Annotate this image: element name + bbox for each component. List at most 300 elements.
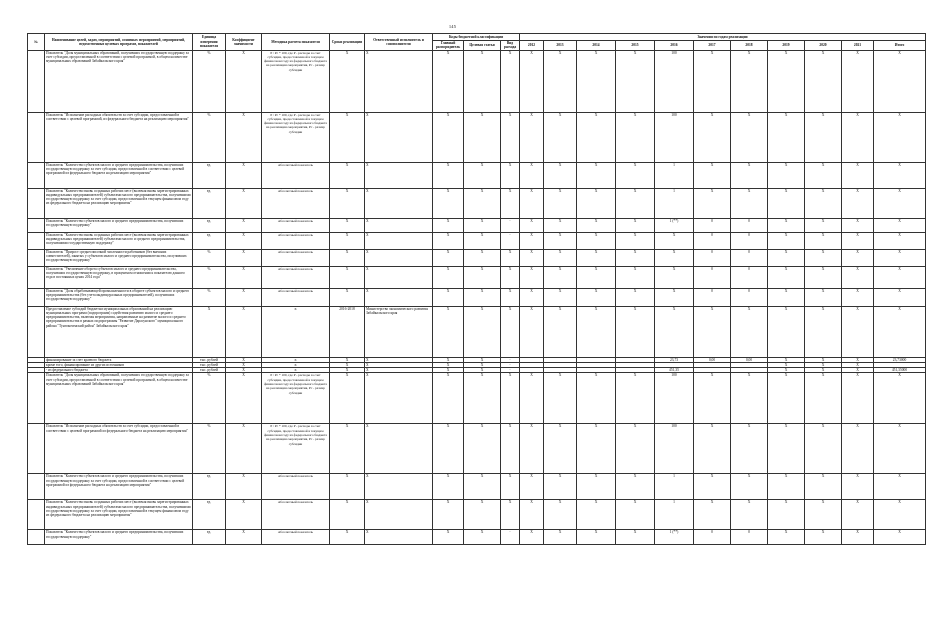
cell-executor: X xyxy=(365,500,433,530)
table-row xyxy=(28,266,926,288)
cell-vr: X xyxy=(501,306,520,357)
cell-year-value: X xyxy=(768,162,805,188)
cell-vr: X xyxy=(501,373,520,424)
cell-term: 2016-2018 xyxy=(330,306,365,357)
cell-year-value: X xyxy=(768,218,805,232)
cell-year-value: X xyxy=(731,424,768,474)
cell-year-value: X xyxy=(655,266,694,288)
cell-name: финансирование за счет краевого бюджета xyxy=(45,357,193,362)
cell-year-value: X xyxy=(544,249,577,266)
table-row xyxy=(28,424,926,474)
cell-unit: % xyxy=(193,249,226,266)
cell-cs: X xyxy=(464,362,501,367)
year-header: 2012 xyxy=(520,41,544,51)
cell-gr: X xyxy=(433,306,464,357)
cell-year-value: X xyxy=(577,288,616,306)
cell-vr: - xyxy=(501,232,520,249)
cell-name: Показатель "Количество субъектов малого и среднего предпринимательства, получивших государственную поддержку" xyxy=(45,218,193,232)
cell-executor: X xyxy=(365,266,433,288)
cell-year-value: X xyxy=(805,112,842,162)
table-row xyxy=(28,373,926,424)
cell-year-value: X xyxy=(731,50,768,112)
cell-coef: X xyxy=(226,474,262,500)
cell-term: X xyxy=(330,357,365,362)
cell-gr: X xyxy=(433,249,464,266)
cell-name: кроме того, финансирование из других источников xyxy=(45,362,193,367)
cell-gr: X xyxy=(433,474,464,500)
cell-term: X xyxy=(330,474,365,500)
cell-year-value: X xyxy=(577,424,616,474)
cell-method: Абсолютный показатель xyxy=(262,232,330,249)
cell-year-value: X xyxy=(768,530,805,545)
cell-year-value: X xyxy=(842,373,874,424)
cell-term: X xyxy=(330,530,365,545)
cell-executor: X xyxy=(365,218,433,232)
cell-year-value: X xyxy=(842,266,874,288)
cell-year-value: X xyxy=(577,306,616,357)
year-header: 2015 xyxy=(616,41,655,51)
cell-year-value: X xyxy=(694,474,731,500)
cell-name: Показатель "Увеличение оборота субъектов малого и среднего предпринимательства, получивших государственную поддержку, в процентном отношении к показателю данного года в постоянных ценах 2014 года" xyxy=(45,266,193,288)
cell-year-value: X xyxy=(731,188,768,218)
page-number: 145 xyxy=(448,24,457,29)
cell-year-value: X xyxy=(544,112,577,162)
cell-year-value: X xyxy=(577,249,616,266)
cell-year-value: X xyxy=(544,500,577,530)
cell-coef: X xyxy=(226,218,262,232)
table-row xyxy=(28,218,926,232)
cell-year-value: 23,73 xyxy=(655,357,694,362)
cell-year-value: 1 xyxy=(655,188,694,218)
table-row xyxy=(28,530,926,545)
cell-year-value: 23,73000 xyxy=(874,357,926,362)
cell-coef: X xyxy=(226,50,262,112)
table-row xyxy=(28,500,926,530)
cell-year-value: X xyxy=(768,266,805,288)
cell-no xyxy=(28,232,45,249)
header-row-top xyxy=(28,34,926,41)
cell-year-value: X xyxy=(520,424,544,474)
cell-cs: X xyxy=(464,357,501,362)
cell-gr: X xyxy=(433,288,464,306)
cell-year-value: X xyxy=(768,112,805,162)
cell-year-value: X xyxy=(694,50,731,112)
cell-executor: X xyxy=(365,188,433,218)
col-term-header: Сроки реализации xyxy=(330,34,365,51)
col-coef-header: Коэффициент значимости xyxy=(226,34,262,51)
cell-year-value: 0 xyxy=(694,249,731,266)
cell-gr: X xyxy=(433,500,464,530)
cell-name: Показатель "Доля муниципальных образований, получивших государственную поддержку за счет субсидии, предоставленной в соответствии с целевой программой, в общем количестве муниципальных образований Забайкальского края" xyxy=(45,50,193,112)
cell-unit: % xyxy=(193,112,226,162)
cell-year-value: X xyxy=(544,373,577,424)
cell-year-value: X xyxy=(544,162,577,188)
cell-year-value: X xyxy=(768,362,805,367)
cell-no xyxy=(28,188,45,218)
cell-year-value: X xyxy=(842,357,874,362)
cell-year-value: X xyxy=(874,306,926,357)
cell-unit: тыс. рублей xyxy=(193,368,226,373)
year-header: 2016 xyxy=(655,41,694,51)
cell-year-value: X xyxy=(805,232,842,249)
year-header: 2013 xyxy=(544,41,577,51)
cell-year-value: X xyxy=(805,530,842,545)
cell-term: X xyxy=(330,288,365,306)
cell-year-value: X xyxy=(544,232,577,249)
cell-year-value: X xyxy=(731,500,768,530)
table-row xyxy=(28,474,926,500)
table-row xyxy=(28,162,926,188)
cell-year-value: X xyxy=(768,232,805,249)
cell-year-value: 0,00 xyxy=(694,357,731,362)
cell-year-value: X xyxy=(577,188,616,218)
cell-term: X xyxy=(330,232,365,249)
cell-year-value: X xyxy=(842,249,874,266)
cell-year-value: X xyxy=(520,266,544,288)
cell-unit: ед. xyxy=(193,162,226,188)
cell-year-value: X xyxy=(577,218,616,232)
cell-year-value: X xyxy=(805,357,842,362)
year-header: 2018 xyxy=(731,41,768,51)
cell-year-value: X xyxy=(842,530,874,545)
cell-name: Показатель "Прирост среднесписочной численности работников (без внешних совместителей), занятых у субъектов малого и среднего предпринимательства, получивших государственную поддержку" xyxy=(45,249,193,266)
cell-year-value: 451,35 xyxy=(655,368,694,373)
year-header: 2019 xyxy=(768,41,805,51)
cell-year-value: X xyxy=(694,424,731,474)
cell-year-value: X xyxy=(842,362,874,367)
table-body xyxy=(28,50,926,545)
cell-method: P / Pc * 100, где P - расходы за счет субсидии, предоставленной в текущем финансовом году из федерального бюджета на реализацию мероприятия, Pc - размер субсидии xyxy=(262,112,330,162)
cell-vr: X xyxy=(501,249,520,266)
cell-year-value: X xyxy=(842,162,874,188)
cell-coef: X xyxy=(226,530,262,545)
cell-year-value: X xyxy=(768,288,805,306)
cell-vr: X xyxy=(501,162,520,188)
col-values-header: Значения по годам реализации xyxy=(520,34,926,41)
cell-unit: % xyxy=(193,50,226,112)
cell-cs: X xyxy=(464,188,501,218)
cell-year-value: X xyxy=(874,288,926,306)
cell-executor: X xyxy=(365,162,433,188)
cell-year-value: X xyxy=(805,288,842,306)
cell-year-value: X xyxy=(874,232,926,249)
cell-vr: - xyxy=(501,530,520,545)
cell-unit: X xyxy=(193,306,226,357)
col-kbk-header: Коды бюджетной классификации xyxy=(433,34,520,41)
cell-cs: X xyxy=(464,530,501,545)
cell-coef: X xyxy=(226,357,262,362)
cell-year-value: X xyxy=(842,188,874,218)
cell-no xyxy=(28,249,45,266)
cell-executor: X xyxy=(365,288,433,306)
cell-year-value: X xyxy=(616,288,655,306)
cell-year-value: X xyxy=(768,368,805,373)
cell-method: X xyxy=(262,368,330,373)
cell-year-value: X xyxy=(616,500,655,530)
cell-gr: X xyxy=(433,373,464,424)
cell-no xyxy=(28,424,45,474)
cell-cs: X xyxy=(464,288,501,306)
cell-year-value: X xyxy=(694,188,731,218)
cell-unit: ед. xyxy=(193,188,226,218)
cell-year-value: X xyxy=(842,500,874,530)
cell-cs: X xyxy=(464,368,501,373)
cell-year-value: X xyxy=(577,500,616,530)
cell-gr: X xyxy=(433,188,464,218)
col-executor-header: Ответственный исполнитель и соисполнители xyxy=(365,34,433,51)
cell-no xyxy=(28,474,45,500)
cell-coef: X xyxy=(226,306,262,357)
cell-vr: X xyxy=(501,266,520,288)
cell-year-value: X xyxy=(520,232,544,249)
cell-year-value: X xyxy=(655,249,694,266)
cell-cs: X xyxy=(464,218,501,232)
cell-no xyxy=(28,112,45,162)
cell-year-value: X xyxy=(842,288,874,306)
cell-year-value: X xyxy=(577,232,616,249)
cell-gr: X xyxy=(433,218,464,232)
cell-coef: X xyxy=(226,362,262,367)
cell-year-value: X xyxy=(731,373,768,424)
cell-year-value: X xyxy=(874,162,926,188)
cell-year-value: X xyxy=(616,424,655,474)
cell-year-value: 0 xyxy=(731,232,768,249)
cell-year-value: 0 xyxy=(731,218,768,232)
cell-unit: тыс. рублей xyxy=(193,357,226,362)
cell-unit: ед. xyxy=(193,218,226,232)
cell-year-value: 1 xyxy=(655,500,694,530)
cell-year-value: X xyxy=(768,424,805,474)
cell-method: X xyxy=(262,306,330,357)
cell-year-value: X xyxy=(544,188,577,218)
cell-method: Абсолютный показатель xyxy=(262,288,330,306)
cell-term: X xyxy=(330,249,365,266)
cell-year-value: 0,00 xyxy=(731,357,768,362)
cell-year-value: X xyxy=(768,357,805,362)
cell-coef: X xyxy=(226,266,262,288)
cell-year-value: X xyxy=(874,218,926,232)
cell-year-value: X xyxy=(805,218,842,232)
cell-year-value: X xyxy=(694,162,731,188)
cell-cs: X xyxy=(464,424,501,474)
table-row xyxy=(28,306,926,357)
table-row xyxy=(28,288,926,306)
cell-year-value: X xyxy=(842,50,874,112)
cell-term: X xyxy=(330,500,365,530)
cell-year-value: X xyxy=(616,474,655,500)
cell-year-value: X xyxy=(655,232,694,249)
cell-year-value: X xyxy=(520,500,544,530)
cell-method: X xyxy=(262,357,330,362)
cell-cs: X xyxy=(464,232,501,249)
cell-gr: X xyxy=(433,362,464,367)
cell-gr: X xyxy=(433,424,464,474)
cell-year-value: X xyxy=(805,50,842,112)
cell-year-value: X xyxy=(520,218,544,232)
cell-year-value: X xyxy=(805,368,842,373)
cell-year-value: X xyxy=(874,188,926,218)
cell-unit: ед. xyxy=(193,474,226,500)
cell-year-value: X xyxy=(520,306,544,357)
cell-year-value: X xyxy=(520,373,544,424)
cell-no xyxy=(28,266,45,288)
cell-name: Показатель "Количество вновь созданных рабочих мест (включая вновь зарегистрированных индивидуальных предпринимателей) субъектами малого предпринимательства, получившими государственную поддержку за счет субсидии, предоставленной в текущем финансовом году из федерального бюджета на реализацию мероприятия" xyxy=(45,500,193,530)
cell-term: X xyxy=(330,368,365,373)
cell-year-value: X xyxy=(616,373,655,424)
cell-unit: % xyxy=(193,424,226,474)
table-row xyxy=(28,188,926,218)
cell-vr: X xyxy=(501,474,520,500)
cell-name: Показатель "Количество субъектов малого и среднего предпринимательства, получивших государственную поддержку за счет субсидии, предоставленной в соответствии с целевой программой из федерального бюджета на реализацию мероприятия" xyxy=(45,474,193,500)
cell-executor: X xyxy=(365,50,433,112)
cell-year-value: X xyxy=(577,373,616,424)
cell-year-value: X xyxy=(520,288,544,306)
cell-year-value: X xyxy=(544,306,577,357)
cell-year-value: X xyxy=(616,188,655,218)
cell-year-value: X xyxy=(805,162,842,188)
cell-cs: X xyxy=(464,112,501,162)
cell-year-value: X xyxy=(768,474,805,500)
cell-method: Абсолютный показатель xyxy=(262,188,330,218)
cell-year-value: X xyxy=(520,249,544,266)
cell-method: P / Pc * 100, где P - расходы за счет субсидии, предоставленной в текущем финансовом году из федерального бюджета на реализацию мероприятия, Pc - размер субсидии xyxy=(262,424,330,474)
cell-year-value: X xyxy=(874,50,926,112)
cell-year-value: 100 xyxy=(655,112,694,162)
cell-year-value: X xyxy=(874,249,926,266)
cell-method: X xyxy=(262,362,330,367)
cell-coef: X xyxy=(226,368,262,373)
cell-year-value: X xyxy=(805,362,842,367)
cell-term: X xyxy=(330,50,365,112)
cell-cs: X xyxy=(464,306,501,357)
cell-year-value: X xyxy=(544,50,577,112)
cell-year-value: X xyxy=(731,474,768,500)
cell-vr: - xyxy=(501,218,520,232)
cell-year-value: X xyxy=(805,249,842,266)
cell-year-value: X xyxy=(616,112,655,162)
cell-gr: X xyxy=(433,112,464,162)
cell-executor: X xyxy=(365,249,433,266)
cell-executor: X xyxy=(365,357,433,362)
cell-coef: X xyxy=(226,424,262,474)
cell-no xyxy=(28,218,45,232)
cell-year-value: 0 xyxy=(694,266,731,288)
cell-method: Абсолютный показатель xyxy=(262,266,330,288)
cell-year-value: X xyxy=(577,112,616,162)
cell-vr: - xyxy=(501,357,520,362)
cell-year-value: 451,35000 xyxy=(874,368,926,373)
cell-gr: X xyxy=(433,162,464,188)
cell-year-value: X xyxy=(616,306,655,357)
cell-year-value: X xyxy=(694,500,731,530)
cell-vr: X xyxy=(501,112,520,162)
kbk-subheader: Главный распорядитель xyxy=(433,41,464,51)
cell-cs: X xyxy=(464,373,501,424)
cell-year-value: X xyxy=(805,266,842,288)
cell-year-value: X xyxy=(694,306,731,357)
cell-name: Показатель "Доля муниципальных образований, получивших государственную поддержку за счет субсидии, предоставленной в соответствии с целевой программой, в общем количестве муниципальных образований Забайкальского края" xyxy=(45,373,193,424)
cell-year-value: X xyxy=(874,373,926,424)
cell-unit: тыс. рублей xyxy=(193,362,226,367)
cell-term: X xyxy=(330,373,365,424)
cell-no xyxy=(28,500,45,530)
cell-year-value: X xyxy=(577,50,616,112)
cell-coef: X xyxy=(226,232,262,249)
cell-year-value: X xyxy=(520,530,544,545)
cell-year-value: 100 xyxy=(655,424,694,474)
cell-year-value: X xyxy=(842,232,874,249)
year-header: 2014 xyxy=(577,41,616,51)
cell-year-value: X xyxy=(544,424,577,474)
cell-vr: X xyxy=(501,500,520,530)
cell-coef: X xyxy=(226,288,262,306)
cell-year-value: X xyxy=(805,306,842,357)
cell-method: Абсолютный показатель xyxy=(262,249,330,266)
cell-term: X xyxy=(330,188,365,218)
cell-year-value: X xyxy=(874,530,926,545)
cell-year-value: X xyxy=(805,188,842,218)
col-method-header: Методика расчета показателя xyxy=(262,34,330,51)
cell-year-value: X xyxy=(842,368,874,373)
cell-cs: X xyxy=(464,50,501,112)
cell-unit: % xyxy=(193,266,226,288)
cell-year-value: X xyxy=(874,500,926,530)
cell-executor: X xyxy=(365,362,433,367)
cell-method: P / Pc * 100, где P - расходы за счет субсидии, предоставленной в текущем финансовом году из федерального бюджета на реализацию мероприятия, Pc - размер субсидии xyxy=(262,373,330,424)
cell-method: Абсолютный показатель xyxy=(262,530,330,545)
cell-executor: X xyxy=(365,368,433,373)
cell-coef: X xyxy=(226,500,262,530)
cell-year-value: X xyxy=(520,50,544,112)
cell-year-value: X xyxy=(768,50,805,112)
cell-year-value: X xyxy=(842,474,874,500)
cell-year-value: X xyxy=(520,474,544,500)
table-row xyxy=(28,50,926,112)
cell-no xyxy=(28,306,45,357)
cell-year-value: X xyxy=(768,306,805,357)
cell-cs: X xyxy=(464,162,501,188)
cell-year-value: X xyxy=(694,373,731,424)
cell-year-value: X xyxy=(731,306,768,357)
cell-year-value: X xyxy=(842,424,874,474)
cell-coef: X xyxy=(226,162,262,188)
cell-method: Абсолютный показатель xyxy=(262,162,330,188)
cell-unit: ед. xyxy=(193,500,226,530)
cell-term: X xyxy=(330,266,365,288)
cell-year-value: X xyxy=(805,373,842,424)
year-header: 2020 xyxy=(805,41,842,51)
cell-year-value: X xyxy=(520,188,544,218)
cell-gr: X xyxy=(433,357,464,362)
cell-coef: X xyxy=(226,373,262,424)
cell-unit: % xyxy=(193,288,226,306)
cell-year-value: X xyxy=(874,112,926,162)
cell-executor: Министерство экономического развития Забайкальского края xyxy=(365,306,433,357)
cell-vr: X xyxy=(501,50,520,112)
cell-year-value: X xyxy=(544,218,577,232)
cell-year-value: 0 xyxy=(731,266,768,288)
cell-no xyxy=(28,162,45,188)
cell-year-value: X xyxy=(520,112,544,162)
cell-vr: X xyxy=(501,188,520,218)
cell-name: Показатель "Количество субъектов малого и среднего предпринимательства, получивших государственную поддержку за счет субсидии, предоставленной в соответствии с целевой программой из федерального бюджета на реализацию мероприятия" xyxy=(45,162,193,188)
cell-year-value: X xyxy=(616,232,655,249)
cell-gr: X xyxy=(433,266,464,288)
cell-vr: X xyxy=(501,288,520,306)
cell-term: X xyxy=(330,112,365,162)
cell-unit: % xyxy=(193,373,226,424)
cell-year-value: X xyxy=(805,424,842,474)
